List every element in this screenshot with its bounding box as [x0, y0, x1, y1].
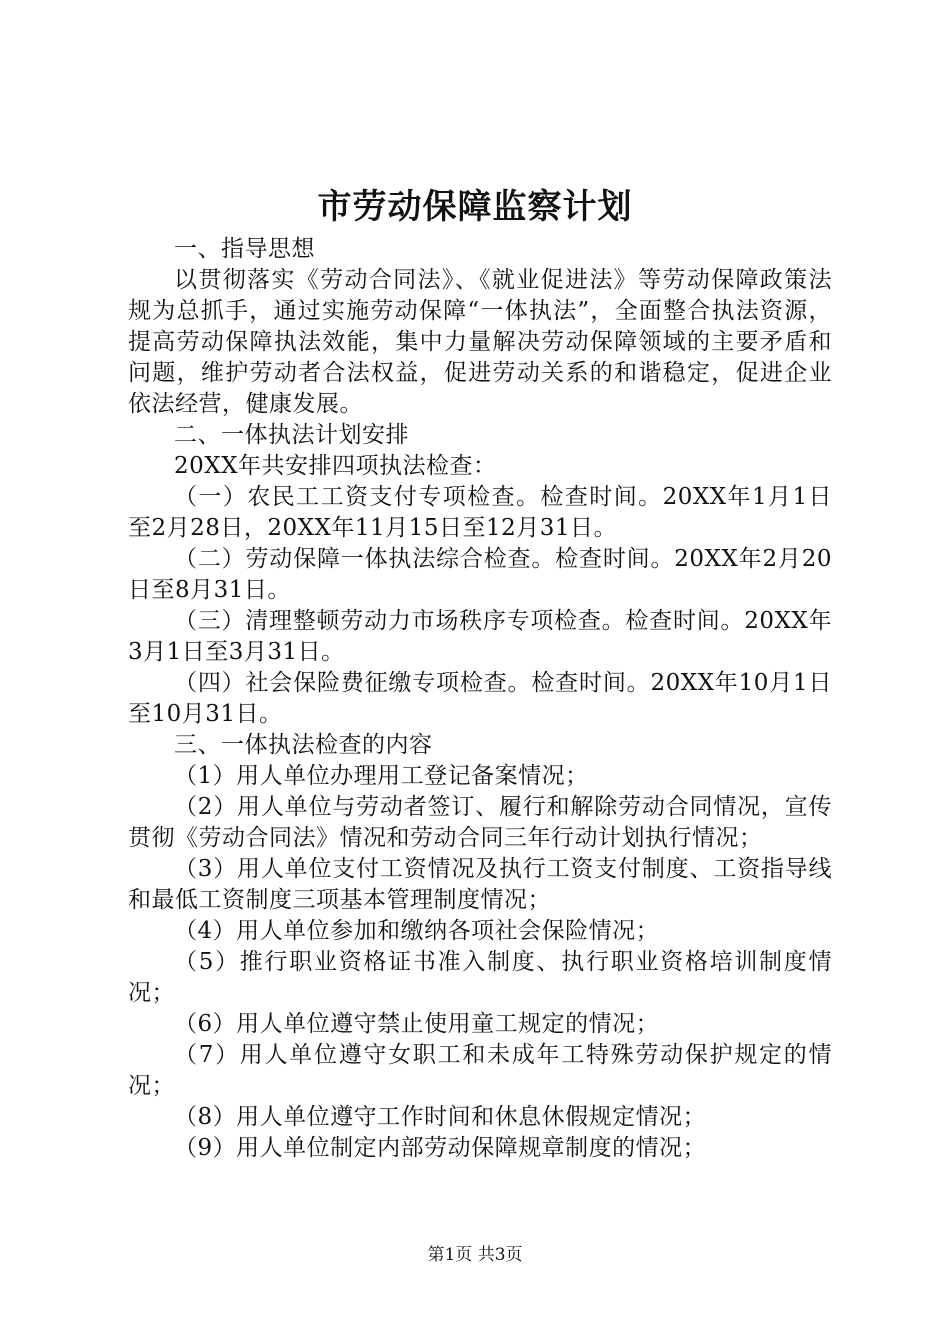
heading-inspection-content: 三、一体执法检查的内容 [174, 732, 433, 758]
plan-item-3: （三）清理整顿劳动力市场秩序专项检查。检查时间。20XX年3月1日至3月31日。 [128, 608, 832, 665]
content-item-1: （1）用人单位办理用工登记备案情况； [174, 763, 589, 789]
document-body [128, 234, 832, 1164]
document-title: 市劳动保障监察计划 [317, 187, 633, 227]
content-item-5: （5）推行职业资格证书准入制度、执行职业资格培训制度情况； [128, 949, 832, 1006]
plan-item-1: （一）农民工工资支付专项检查。检查时间。20XX年1月1日至2月28日，20XX年11月15日至12月31日。 [128, 484, 832, 541]
heading-guiding-ideology: 一、指导思想 [174, 236, 315, 262]
content-item-2: （2）用人单位与劳动者签订、履行和解除劳动合同情况，宣传贯彻《劳动合同法》情况和劳动合同三年行动计划执行情况； [128, 794, 832, 851]
content-item-8: （8）用人单位遵守工作时间和休息休假规定情况； [174, 1104, 707, 1130]
content-item-6: （6）用人单位遵守禁止使用童工规定的情况； [174, 1011, 660, 1037]
page-footer: 第1页 共3页 [427, 1245, 523, 1265]
content-item-7: （7）用人单位遵守女职工和未成年工特殊劳动保护规定的情况； [128, 1042, 832, 1099]
content-item-9: （9）用人单位制定内部劳动保障规章制度的情况； [174, 1135, 707, 1161]
plan-item-2: （二）劳动保障一体执法综合检查。检查时间。20XX年2月20日至8月31日。 [128, 546, 832, 603]
paragraph-guiding-ideology: 以贯彻落实《劳动合同法》、《就业促进法》等劳动保障政策法规为总抓手，通过实施劳动保障“一体执法”，全面整合执法资源，提高劳动保障执法效能，集中力量解决劳动保障领域的主要矛盾和问题，维护劳动者合法权益，促进劳动关系的和谐稳定，促进企业依法经营，健康发展。 [128, 267, 832, 417]
heading-plan-arrangement: 二、一体执法计划安排 [174, 422, 409, 448]
content-item-3: （3）用人单位支付工资情况及执行工资支付制度、工资指导线和最低工资制度三项基本管理制度情况； [128, 856, 832, 913]
content-item-4: （4）用人单位参加和缴纳各项社会保险情况； [174, 918, 660, 944]
paragraph-plan-intro: 20XX年共安排四项执法检查： [174, 453, 497, 479]
plan-item-4: （四）社会保险费征缴专项检查。检查时间。20XX年10月1日至10月31日。 [128, 670, 832, 727]
